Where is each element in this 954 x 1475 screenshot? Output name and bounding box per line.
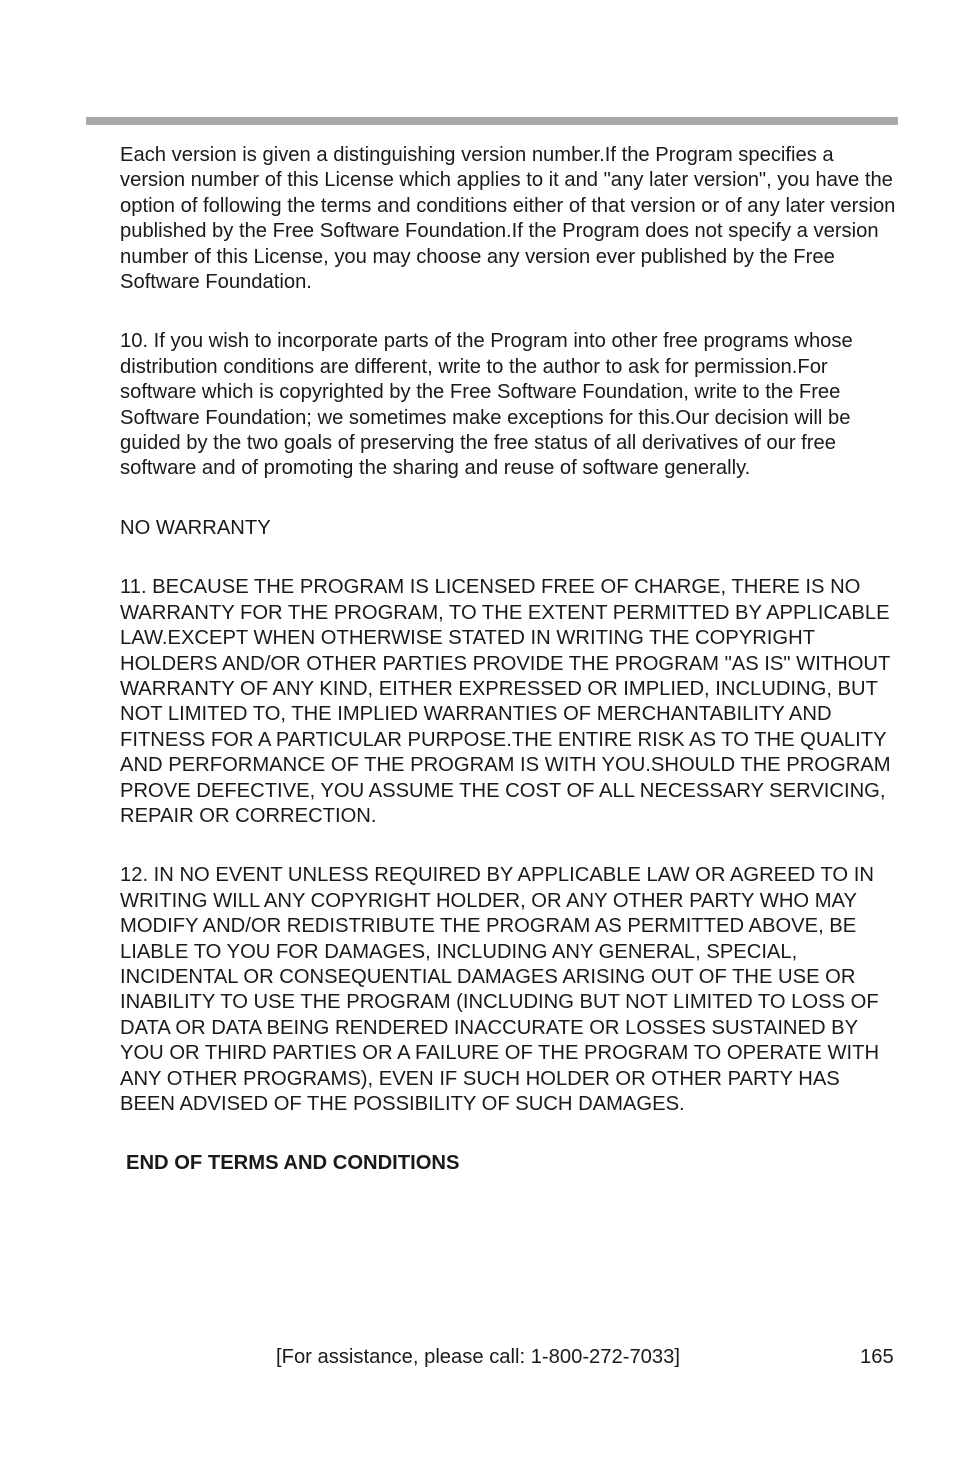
- document-body: [120, 143, 900, 1177]
- paragraph-section-10: 10. If you wish to incorporate parts of the Program into other free programs whose distribution conditions are different, write to the author to ask for permission.For software which is copyrighted by the Free Software Foundation, write to the Free Software Foundation; we sometimes make exceptions for this.Our decision will be guided by the two goals of preserving the free status of all derivatives of our free software and of promoting the sharing and reuse of software generally.: [120, 330, 853, 480]
- footer-assistance-text: [For assistance, please call: 1-800-272-7033]: [276, 1346, 680, 1368]
- header-rule: [86, 117, 898, 125]
- page-number: 165: [860, 1346, 894, 1368]
- paragraph-section-12: 12. IN NO EVENT UNLESS REQUIRED BY APPLICABLE LAW OR AGREED TO IN WRITING WILL ANY COPYRIGHT HOLDER, OR ANY OTHER PARTY WHO MAY MODIFY AND/OR REDISTRIBUTE THE PROGRAM AS PERMITTED ABOVE, BE LIABLE TO YOU FOR DAMAGES, INCLUDING ANY GENERAL, SPECIAL, INCIDENTAL OR CONSEQUENTIAL DAMAGES ARISING OUT OF THE USE OR INABILITY TO USE THE PROGRAM (INCLUDING BUT NOT LIMITED TO LOSS OF DATA OR DATA BEING RENDERED INACCURATE OR LOSSES SUSTAINED BY YOU OR THIRD PARTIES OR A FAILURE OF THE PROGRAM TO OPERATE WITH ANY OTHER PROGRAMS), EVEN IF SUCH HOLDER OR OTHER PARTY HAS BEEN ADVISED OF THE POSSIBILITY OF SUCH DAMAGES.: [120, 864, 880, 1115]
- heading-end-of-terms: END OF TERMS AND CONDITIONS: [126, 1152, 460, 1175]
- paragraph-version-number: Each version is given a distinguishing version number.If the Program specifies a version number of this License which applies to it and "any later version", you have the option of following the terms and conditions either of that version or of any later version published by the Free Software Foundation.If the Program does not specify a version number of this License, you may choose any version ever published by the Free Software Foundation.: [120, 144, 896, 294]
- paragraph-section-11: 11. BECAUSE THE PROGRAM IS LICENSED FREE OF CHARGE, THERE IS NO WARRANTY FOR THE PROGRAM, TO THE EXTENT PERMITTED BY APPLICABLE LAW.EXCEPT WHEN OTHERWISE STATED IN WRITING THE COPYRIGHT HOLDERS AND/OR OTHER PARTIES PROVIDE THE PROGRAM "AS IS" WITHOUT WARRANTY OF ANY KIND, EITHER EXPRESSED OR IMPLIED, INCLUDING, BUT NOT LIMITED TO, THE IMPLIED WARRANTIES OF MERCHANTABILITY AND FITNESS FOR A PARTICULAR PURPOSE.THE ENTIRE RISK AS TO THE QUALITY AND PERFORMANCE OF THE PROGRAM IS WITH YOU.SHOULD THE PROGRAM PROVE DEFECTIVE, YOU ASSUME THE COST OF ALL NECESSARY SERVICING, REPAIR OR CORRECTION.: [120, 576, 891, 827]
- heading-no-warranty: NO WARRANTY: [120, 516, 271, 539]
